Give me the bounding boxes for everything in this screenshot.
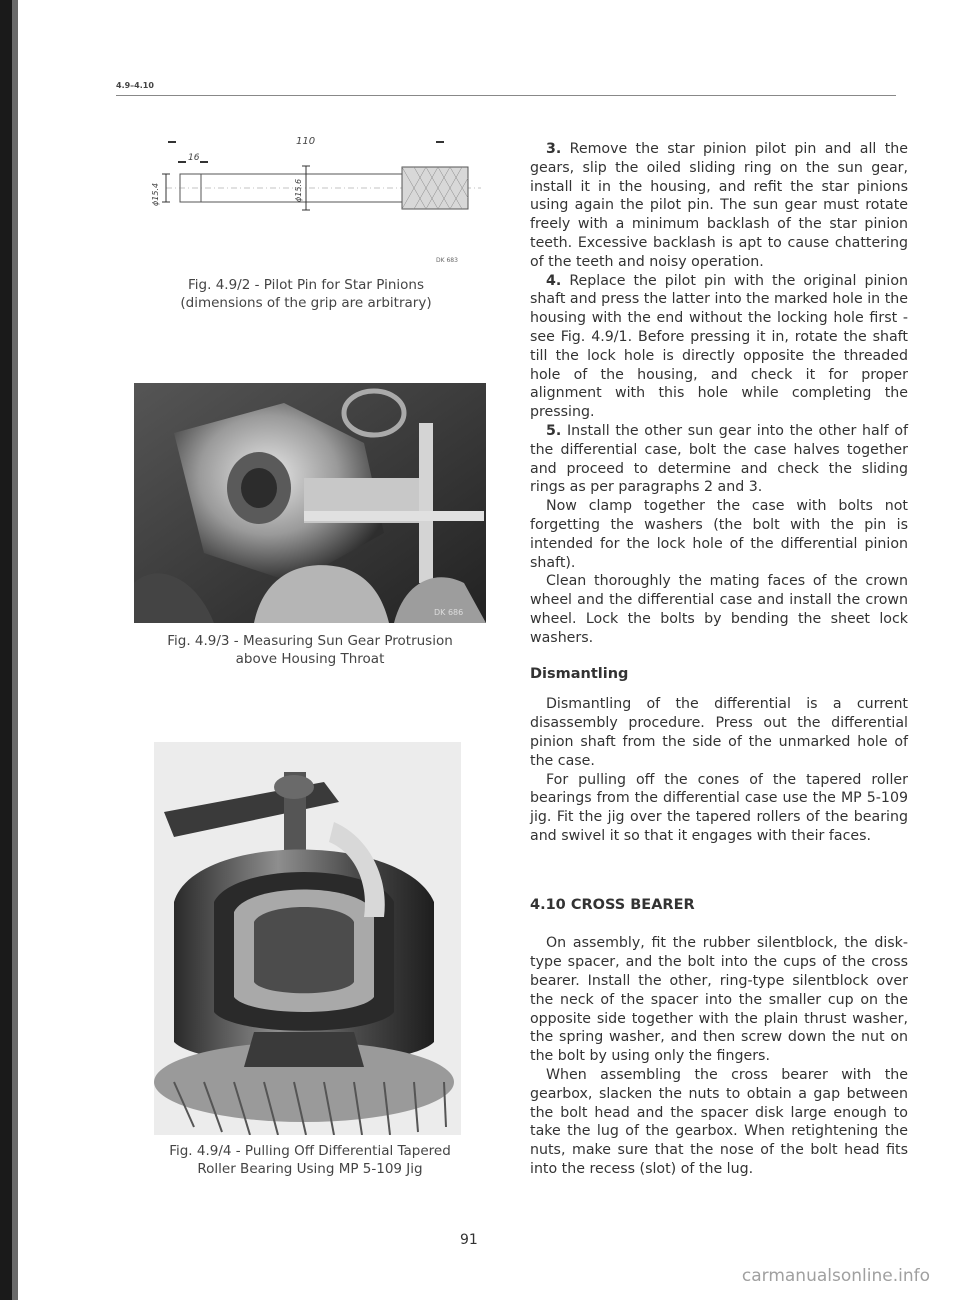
paragraph-gearbox: When assembling the cross bearer with the gearbox, slacken the nuts to obtain a gap between the bolt head and the spacer disk large enough to take the lug of the gearbox. When retightening the nuts, make sure that the nose of the bolt head fits into the recess (slot) of the lug. <box>530 1067 908 1178</box>
photo-pulling-illustration <box>154 742 461 1135</box>
paragraph-clean-faces: Clean thoroughly the mating faces of the crown wheel and the differential case and install the crown wheel. Lock the bolts by bending the sheet lock washers. <box>530 573 908 646</box>
fig2-caption-line2: (dimensions of the grip are arbitrary) <box>180 295 432 311</box>
page-number: 91 <box>460 1232 478 1248</box>
paragraph-pulling-cones: For pulling off the cones of the tapered roller bearings from the differential case use the MP 5-109 jig. Fit the jig over the tapered rollers of the bearing and swivel it so that it engages with their faces. <box>530 771 908 844</box>
dim-mid-diameter: ϕ15.6 <box>294 178 303 202</box>
step-5-text: Install the other sun gear into the other half of the differential case, bolt the case halves together and proceed to determine and check the sliding rings as per paragraphs 2 and 3. <box>530 422 908 496</box>
fig2-ref-code: DK 683 <box>436 257 458 264</box>
heading-cross-bearer: 4.10 CROSS BEARER <box>530 896 695 913</box>
dim-16-label: 16 <box>188 153 200 163</box>
dim-110-label: 110 <box>296 136 316 147</box>
fig3-caption-line1: Fig. 4.9/3 - Measuring Sun Gear Protrusion <box>167 633 453 649</box>
right-column <box>530 140 908 1179</box>
dim-left-diameter: ϕ15.4 <box>151 182 160 206</box>
step-4-number: 4. <box>546 272 562 289</box>
heading-dismantling: Dismantling <box>530 665 629 682</box>
paragraph-step-5 <box>530 422 908 497</box>
paragraph-dismantling: Dismantling of the differential is a current disassembly procedure. Press out the differential pinion shaft from the side of the unmarked hole of the case. <box>530 696 908 769</box>
paragraph-clamp-case: Now clamp together the case with bolts not forgetting the washers (the bolt with the pin is intended for the lock hole of the differential pinion shaft). <box>530 498 908 571</box>
step-5-number: 5. <box>546 422 562 439</box>
fig2-caption-line1: Fig. 4.9/2 - Pilot Pin for Star Pinions <box>188 277 424 293</box>
page-binding-shadow <box>12 0 18 1300</box>
step-4-text: Replace the pilot pin with the original pinion shaft and press the latter into the marked hole in the housing with the end without the locking hole first - see Fig. 4.9/1. Before pressing it in, rotate the shaft till the lock hole is directly opposite the threaded hole of the housing, and check it for proper alignment with this hole while completing the pressing. <box>530 272 908 421</box>
fig4-caption-line2: Roller Bearing Using MP 5-109 Jig <box>197 1161 423 1177</box>
photo-measuring-illustration <box>134 383 486 623</box>
photo-pulling-bearing <box>154 742 461 1135</box>
fig3-ref-code: DK 686 <box>434 608 464 617</box>
step-3-text: Remove the star pinion pilot pin and all the gears, slip the oiled sliding ring on the sun gear, install it in the housing, and refit the star pinions using again the pilot pin. The sun gear must rotate freely with a minimum backlash of the star pinion teeth. Excessive backlash is apt to cause chattering of the teeth and noisy operation. <box>530 141 908 270</box>
header-rule <box>116 95 896 96</box>
fig3-caption <box>120 632 500 668</box>
step-3-number: 3. <box>546 141 562 157</box>
fig2-caption <box>116 276 496 312</box>
watermark: carmanualsonline.info <box>741 1266 930 1286</box>
fig3-caption-line2: above Housing Throat <box>235 651 385 667</box>
fig4-caption-line1: Fig. 4.9/4 - Pulling Off Differential Tapered <box>169 1143 451 1159</box>
paragraph-step-3 <box>530 140 908 272</box>
photo-measuring-sun-gear <box>134 383 486 623</box>
paragraph-step-4 <box>530 272 908 422</box>
paragraph-assembly: On assembly, fit the rubber silentblock, the disk-type spacer, and the bolt into the cups of the cross bearer. Install the other, ring-type silentblock over the neck of the spacer into the smaller cup on the opposite side together with the plain thrust washer, the spring washer, and then screw down the nut on the bolt by using only the fingers. <box>530 935 908 1065</box>
pilot-pin-drawing <box>136 130 481 270</box>
fig4-caption <box>120 1142 500 1178</box>
page-binding-edge <box>0 0 12 1300</box>
header-section-code: 4.9–4.10 <box>116 81 154 90</box>
